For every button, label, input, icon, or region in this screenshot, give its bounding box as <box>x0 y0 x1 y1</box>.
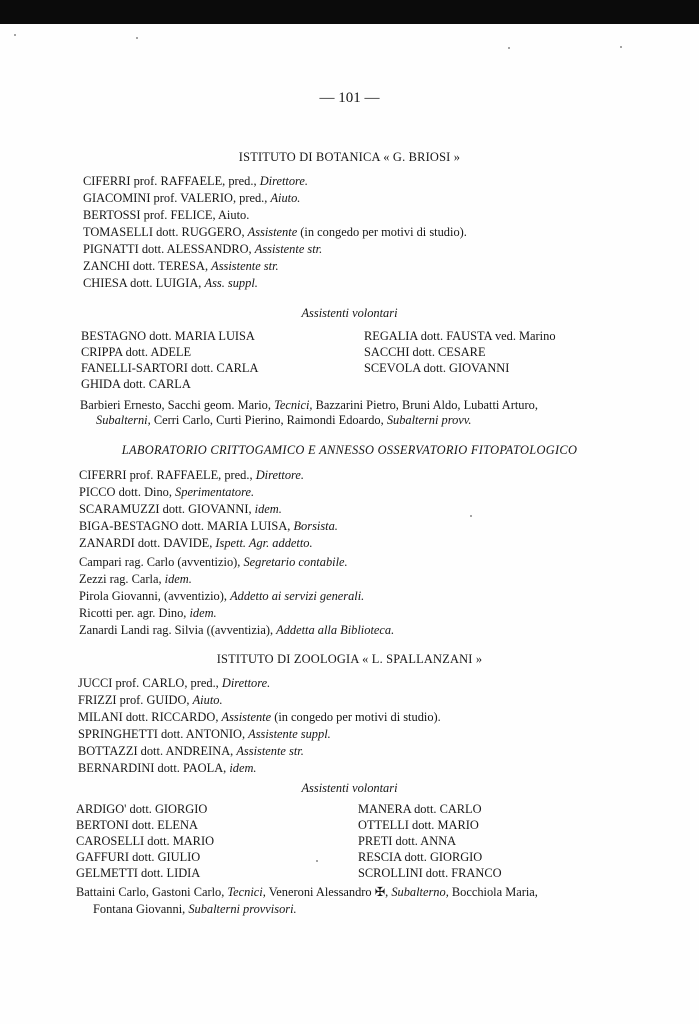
section-title-botanica: ISTITUTO DI BOTANICA « G. BRIOSI » <box>238 150 461 164</box>
staff-entry: Campari rag. Carlo (avventizio), Segretario contabile. <box>79 555 348 569</box>
staff-entry: SPRINGHETTI dott. ANTONIO, Assistente suppl. <box>78 727 331 741</box>
technicians-line: Battaini Carlo, Gastoni Carlo, Tecnici, Veneroni Alessandro ✠, Subalterno, Bocchiola Maria, <box>76 885 538 899</box>
staff-entry: Ricotti per. agr. Dino, idem. <box>79 606 217 620</box>
staff-entry: CHIESA dott. LUIGIA, Ass. suppl. <box>83 276 258 290</box>
staff-entry: BOTTAZZI dott. ANDREINA, Assistente str. <box>78 744 304 758</box>
scan-top-border <box>0 0 699 24</box>
staff-entry: Pirola Giovanni, (avventizio), Addetto ai servizi generali. <box>79 589 365 603</box>
page-number: — 101 — <box>319 90 380 106</box>
staff-entry: SCARAMUZZI dott. GIOVANNI, idem. <box>79 502 282 516</box>
volunteer-entry: FANELLI-SARTORI dott. CARLA <box>81 361 259 375</box>
technicians-line: Barbieri Ernesto, Sacchi geom. Mario, Tecnici, Bazzarini Pietro, Bruni Aldo, Lubatti Arturo, <box>80 398 538 412</box>
staff-entry: JUCCI prof. CARLO, pred., Direttore. <box>78 676 271 690</box>
staff-entry: BERNARDINI dott. PAOLA, idem. <box>78 761 257 775</box>
staff-entry: PICCO dott. Dino, Sperimentatore. <box>79 485 255 499</box>
volunteers-heading: Assistenti volontari <box>301 781 398 795</box>
section-title-laboratorio: LABORATORIO CRITTOGAMICO E ANNESSO OSSERVATORIO FITOPATOLOGICO <box>121 443 578 457</box>
technicians-line: Subalterni, Cerri Carlo, Curti Pierino, Raimondi Edoardo, Subalterni provv. <box>96 413 472 427</box>
scan-speck <box>620 46 622 48</box>
volunteer-entry: SCEVOLA dott. GIOVANNI <box>364 361 510 375</box>
scan-speck <box>136 37 138 39</box>
staff-entry: ZANARDI dott. DAVIDE, Ispett. Agr. addetto. <box>79 536 313 550</box>
scan-speck <box>508 47 510 49</box>
volunteers-heading: Assistenti volontari <box>301 306 398 320</box>
volunteer-entry: CRIPPA dott. ADELE <box>81 345 192 359</box>
volunteer-entry: SACCHI dott. CESARE <box>364 345 486 359</box>
staff-entry: CIFERRI prof. RAFFAELE, pred., Direttore. <box>79 468 304 482</box>
volunteer-entry: ARDIGO' dott. GIORGIO <box>76 802 208 816</box>
staff-entry: TOMASELLI dott. RUGGERO, Assistente (in congedo per motivi di studio). <box>83 225 467 239</box>
staff-entry: MILANI dott. RICCARDO, Assistente (in congedo per motivi di studio). <box>78 710 441 724</box>
volunteer-entry: REGALIA dott. FAUSTA ved. Marino <box>364 329 556 343</box>
staff-entry: GIACOMINI prof. VALERIO, pred., Aiuto. <box>83 191 301 205</box>
scan-speck <box>470 515 472 517</box>
volunteer-entry: RESCIA dott. GIORGIO <box>358 850 483 864</box>
scan-speck <box>14 34 16 36</box>
volunteer-entry: BESTAGNO dott. MARIA LUISA <box>81 329 255 343</box>
staff-entry: BERTOSSI prof. FELICE, Aiuto. <box>83 208 250 222</box>
volunteer-entry: GELMETTI dott. LIDIA <box>76 866 201 880</box>
volunteer-entry: BERTONI dott. ELENA <box>76 818 198 832</box>
staff-entry: ZANCHI dott. TERESA, Assistente str. <box>83 259 279 273</box>
volunteer-entry: GAFFURI dott. GIULIO <box>76 850 201 864</box>
staff-entry: FRIZZI prof. GUIDO, Aiuto. <box>78 693 223 707</box>
cross-symbol-icon: ✠ <box>374 885 386 899</box>
volunteer-entry: GHIDA dott. CARLA <box>81 377 191 391</box>
volunteer-entry: SCROLLINI dott. FRANCO <box>358 866 502 880</box>
volunteer-entry: PRETI dott. ANNA <box>358 834 457 848</box>
section-title-zoologia: ISTITUTO DI ZOOLOGIA « L. SPALLANZANI » <box>216 652 483 666</box>
volunteer-entry: MANERA dott. CARLO <box>358 802 482 816</box>
staff-entry: Zanardi Landi rag. Silvia ((avventizia), Addetta alla Biblioteca. <box>79 623 395 637</box>
volunteer-entry: OTTELLI dott. MARIO <box>358 818 479 832</box>
staff-entry: CIFERRI prof. RAFFAELE, pred., Direttore. <box>83 174 308 188</box>
technicians-line: Fontana Giovanni, Subalterni provvisori. <box>93 902 297 916</box>
staff-entry: Zezzi rag. Carla, idem. <box>79 572 192 586</box>
staff-entry: PIGNATTI dott. ALESSANDRO, Assistente str. <box>83 242 323 256</box>
volunteer-entry: CAROSELLI dott. MARIO <box>76 834 215 848</box>
staff-entry: BIGA-BESTAGNO dott. MARIA LUISA, Borsista. <box>79 519 338 533</box>
scan-speck <box>316 860 318 862</box>
